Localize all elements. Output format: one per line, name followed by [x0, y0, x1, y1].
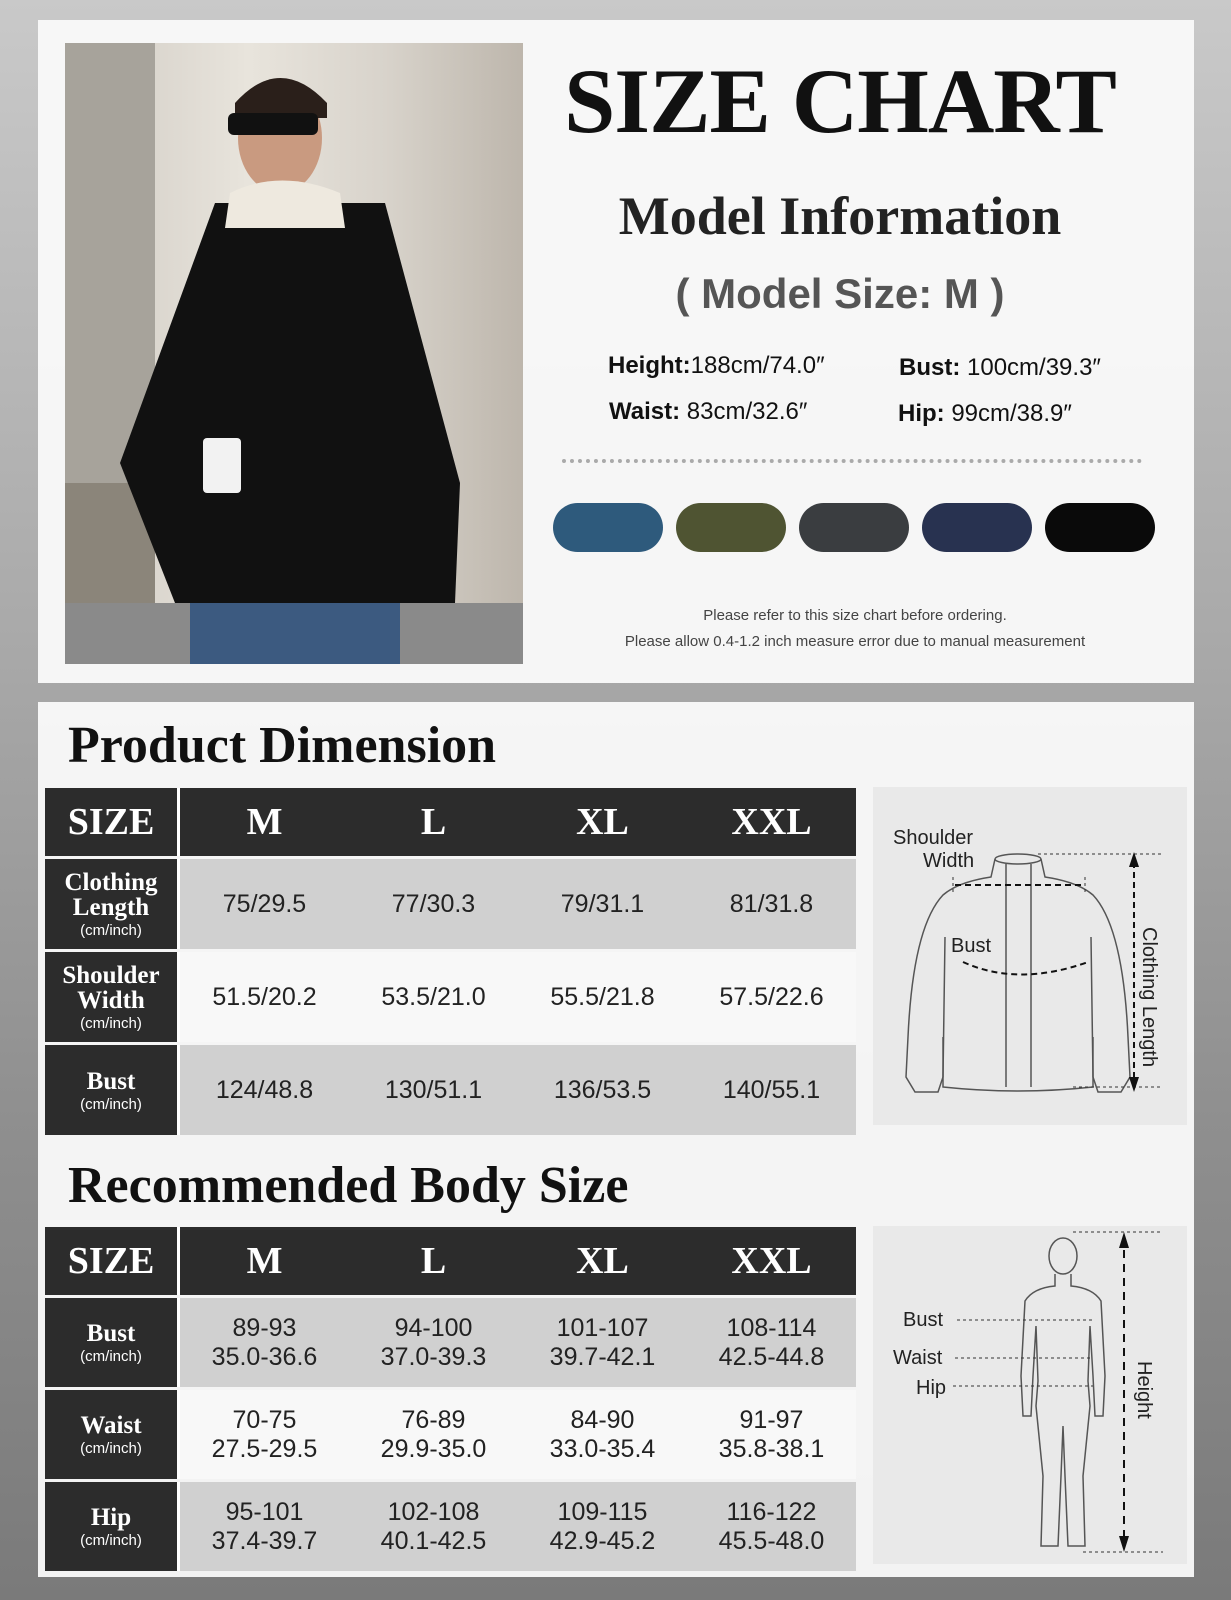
row-label: Waist (cm/inch) — [45, 1390, 180, 1479]
row-label: Bust (cm/inch) — [45, 1045, 180, 1135]
value-cell: 84-90 33.0-35.4 — [518, 1390, 687, 1479]
color-swatch[interactable] — [799, 503, 909, 552]
header-cell: XL — [518, 1227, 687, 1295]
header-cell: L — [349, 788, 518, 856]
hip-label: Hip — [916, 1377, 947, 1399]
value-cell: 53.5/21.0 — [349, 952, 518, 1042]
color-swatch[interactable] — [1045, 503, 1155, 552]
row-label: Bust (cm/inch) — [45, 1298, 180, 1387]
color-swatch[interactable] — [922, 503, 1032, 552]
note-refer: Please refer to this size chart before ordering. — [703, 607, 1007, 624]
table-row — [45, 1482, 856, 1571]
value-cell: 101-107 39.7-42.1 — [518, 1298, 687, 1387]
body-size-heading: Recommended Body Size — [68, 1157, 629, 1214]
value-cell: 57.5/22.6 — [687, 952, 856, 1042]
table-row — [45, 1045, 856, 1135]
value-cell: 81/31.8 — [687, 859, 856, 949]
height-label: Height — [1133, 1361, 1155, 1419]
value-cell: 89-93 35.0-36.6 — [180, 1298, 349, 1387]
value-cell: 136/53.5 — [518, 1045, 687, 1135]
header-cell: M — [180, 1227, 349, 1295]
waist-label: Waist — [893, 1347, 943, 1369]
value-cell: 94-100 37.0-39.3 — [349, 1298, 518, 1387]
body-size-table — [45, 1224, 856, 1574]
header-cell: SIZE — [45, 1227, 180, 1295]
color-swatch[interactable] — [676, 503, 786, 552]
product-dimension-heading: Product Dimension — [68, 717, 497, 774]
width-label: Width — [923, 850, 975, 872]
model-size: ( Model Size: M ) — [675, 270, 1005, 317]
table-row — [45, 859, 856, 949]
value-cell: 130/51.1 — [349, 1045, 518, 1135]
table-row — [45, 1298, 856, 1387]
table-row — [45, 1390, 856, 1479]
product-dimension-table — [45, 785, 856, 1138]
value-cell: 75/29.5 — [180, 859, 349, 949]
header-cell: XXL — [687, 788, 856, 856]
length-label: Clothing Length — [1138, 927, 1160, 1068]
table-row — [45, 952, 856, 1042]
jacket-diagram — [873, 787, 1187, 1125]
value-cell: 55.5/21.8 — [518, 952, 687, 1042]
color-swatch[interactable] — [553, 503, 663, 552]
value-cell: 116-122 45.5-48.0 — [687, 1482, 856, 1571]
divider — [562, 459, 1142, 463]
value-cell: 124/48.8 — [180, 1045, 349, 1135]
model-info-heading: Model Information — [618, 186, 1062, 246]
model-photo — [65, 43, 523, 664]
header-cell: XL — [518, 788, 687, 856]
row-label: Clothing Length (cm/inch) — [45, 859, 180, 949]
value-cell: 109-115 42.9-45.2 — [518, 1482, 687, 1571]
value-cell: 102-108 40.1-42.5 — [349, 1482, 518, 1571]
value-cell: 95-101 37.4-39.7 — [180, 1482, 349, 1571]
header-cell: SIZE — [45, 788, 180, 856]
header-cell: M — [180, 788, 349, 856]
header-cell: L — [349, 1227, 518, 1295]
model-bust: Bust: 100cm/39.3″ — [899, 354, 1101, 381]
note-error: Please allow 0.4-1.2 inch measure error due to manual measurement — [624, 633, 1086, 650]
value-cell: 79/31.1 — [518, 859, 687, 949]
bust-label: Bust — [903, 1309, 944, 1331]
bust-label: Bust — [951, 935, 992, 957]
value-cell: 140/55.1 — [687, 1045, 856, 1135]
value-cell: 51.5/20.2 — [180, 952, 349, 1042]
model-height: Height:188cm/74.0″ — [608, 352, 825, 379]
body-diagram — [873, 1226, 1187, 1564]
value-cell: 70-75 27.5-29.5 — [180, 1390, 349, 1479]
value-cell: 91-97 35.8-38.1 — [687, 1390, 856, 1479]
value-cell: 108-114 42.5-44.8 — [687, 1298, 856, 1387]
value-cell: 77/30.3 — [349, 859, 518, 949]
row-label: Shoulder Width (cm/inch) — [45, 952, 180, 1042]
value-cell: 76-89 29.9-35.0 — [349, 1390, 518, 1479]
header-cell: XXL — [687, 1227, 856, 1295]
model-hip: Hip: 99cm/38.9″ — [898, 400, 1072, 427]
model-waist: Waist: 83cm/32.6″ — [609, 398, 808, 425]
shoulder-label: Shoulder — [893, 827, 974, 849]
page-title: SIZE CHART — [564, 50, 1116, 152]
row-label: Hip (cm/inch) — [45, 1482, 180, 1571]
